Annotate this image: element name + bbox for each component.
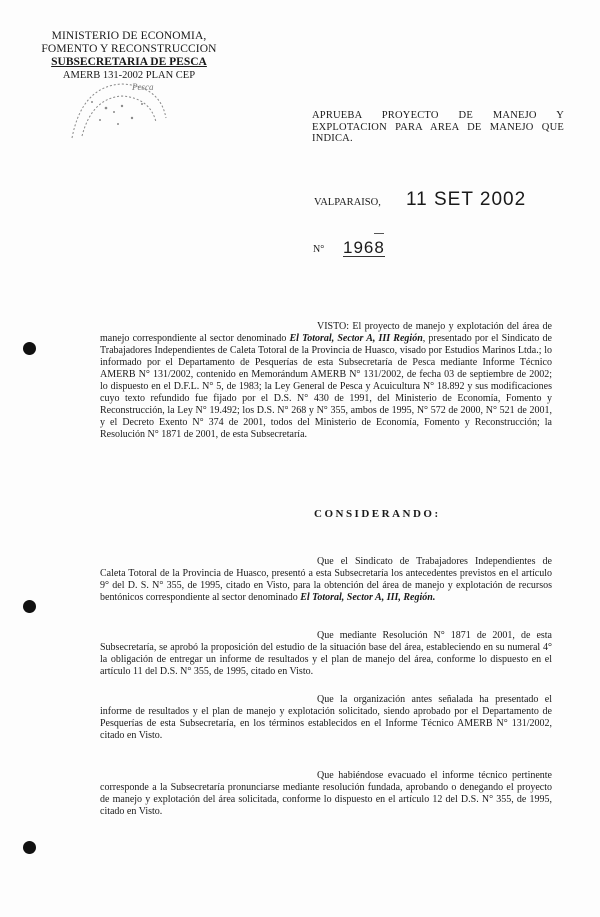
- considerando-1-sector: El Totoral, Sector A, III, Región.: [300, 592, 436, 603]
- letterhead-reference: AMERB 131-2002 PLAN CEP: [62, 70, 196, 81]
- resolution-number: 1968: [343, 238, 385, 257]
- visto-paragraph: [100, 321, 552, 441]
- visto-lead: VISTO:: [317, 321, 350, 332]
- considerando-heading: CONSIDERANDO:: [314, 508, 441, 520]
- considerando-2: Que mediante Resolución N° 1871 de 2001, de esta Subsecretaría, se aprobó la proposición del estudio de la situación base del área, estableciendo en su numeral 4° la obligación de entregar un informe de resultados y el plan de manejo del área, conforme lo dispuesto en el artículo 11 del D.S. N° 355, de 1995, citado en Visto.: [100, 630, 552, 677]
- punch-hole: [23, 841, 36, 854]
- place-label: VALPARAISO,: [314, 197, 381, 208]
- number-underline: [343, 256, 385, 257]
- number-row: [313, 244, 324, 255]
- letterhead-subsecretaria: SUBSECRETARIA DE PESCA: [51, 56, 207, 68]
- visto-text-b: , presentado por el Sindicato de Trabajadores Independientes de Caleta Totoral de la Provincia de Huasco, visado por Estudios Marinos Ltda.; lo informado por el Departamento de Pesquerías de esta Subsecretaría de Pesca mediante Informe Técnico AMERB N° 131/2002, contenido en Memorándum AMERB N° 131/2002, de fecha 03 de septiembre de 2002; lo dispuesto en el D.F.L. N° 5, de 1983; la Ley General de Pesca y Acuicultura N° 18.892 y sus modificaciones cuyo texto refundido fue fijado por el D.S. N° 430 de 1991, del Ministerio de Economía, Fomento y Reconstrucción, la Ley N° 19.492; los D.S. N° 268 y N° 355, ambos de 1995, N° 572 de 2000, N° 521 de 2001, y el Decreto Exento N° 374 de 2001, todos del Ministerio de Economía, Fomento y Reconstrucción; la Resolución N° 1871 de 2001, de esta Subsecretaría.: [100, 333, 552, 440]
- letterhead-ministry: MINISTERIO DE ECONOMIA,: [51, 30, 207, 42]
- considerando-3: Que la organización antes señalada ha presentado el informe de resultados y el plan de manejo y explotación solicitado, siendo aprobado por el Departamento de Pesquerías de esta Subsecretaría, en los términos establecidos en el Informe Técnico AMERB N° 131/2002, citado en Visto.: [100, 694, 552, 741]
- handwritten-mark: [374, 233, 384, 234]
- punch-hole: [23, 342, 36, 355]
- considerando-4: Que habiéndose evacuado el informe técnico pertinente corresponde a la Subsecretaría pronunciarse mediante resolución fundada, aprobando o denegando el proyecto de manejo y explotación del área solicitada, conforme lo dispuesto en el artículo 12 del D.S. N° 355, de 1995, citado en Visto.: [100, 770, 552, 817]
- punch-hole: [23, 600, 36, 613]
- resolution-subject: APRUEBA PROYECTO DE MANEJO Y EXPLOTACION PARA AREA DE MANEJO QUE INDICA.: [312, 110, 564, 144]
- official-stamp-seal: [62, 78, 172, 142]
- visto-sector: El Totoral, Sector A, III Región: [289, 333, 423, 344]
- letterhead: [34, 30, 224, 82]
- letterhead-ministry-2: FOMENTO Y RECONSTRUCCION: [41, 43, 217, 55]
- number-label: N°: [313, 244, 325, 255]
- stamp-text: Pesca: [132, 82, 154, 92]
- stamped-date: 11 SET 2002: [406, 189, 527, 210]
- visto-text-a: El proyecto de manejo y explotación del área de manejo correspondiente al sector denominado: [100, 321, 552, 344]
- considerando-1: [100, 556, 552, 604]
- considerando-1-text: Que el Sindicato de Trabajadores Independientes de Caleta Totoral de la Provincia de Huasco, presentó a esta Subsecretaría los antecedentes previstos en el artículo 9° del D. S. N° 355, de 1995, citado en Visto, para la obtención del área de manejo y explotación de recursos bentónicos correspondiente al sector denominado: [100, 556, 552, 603]
